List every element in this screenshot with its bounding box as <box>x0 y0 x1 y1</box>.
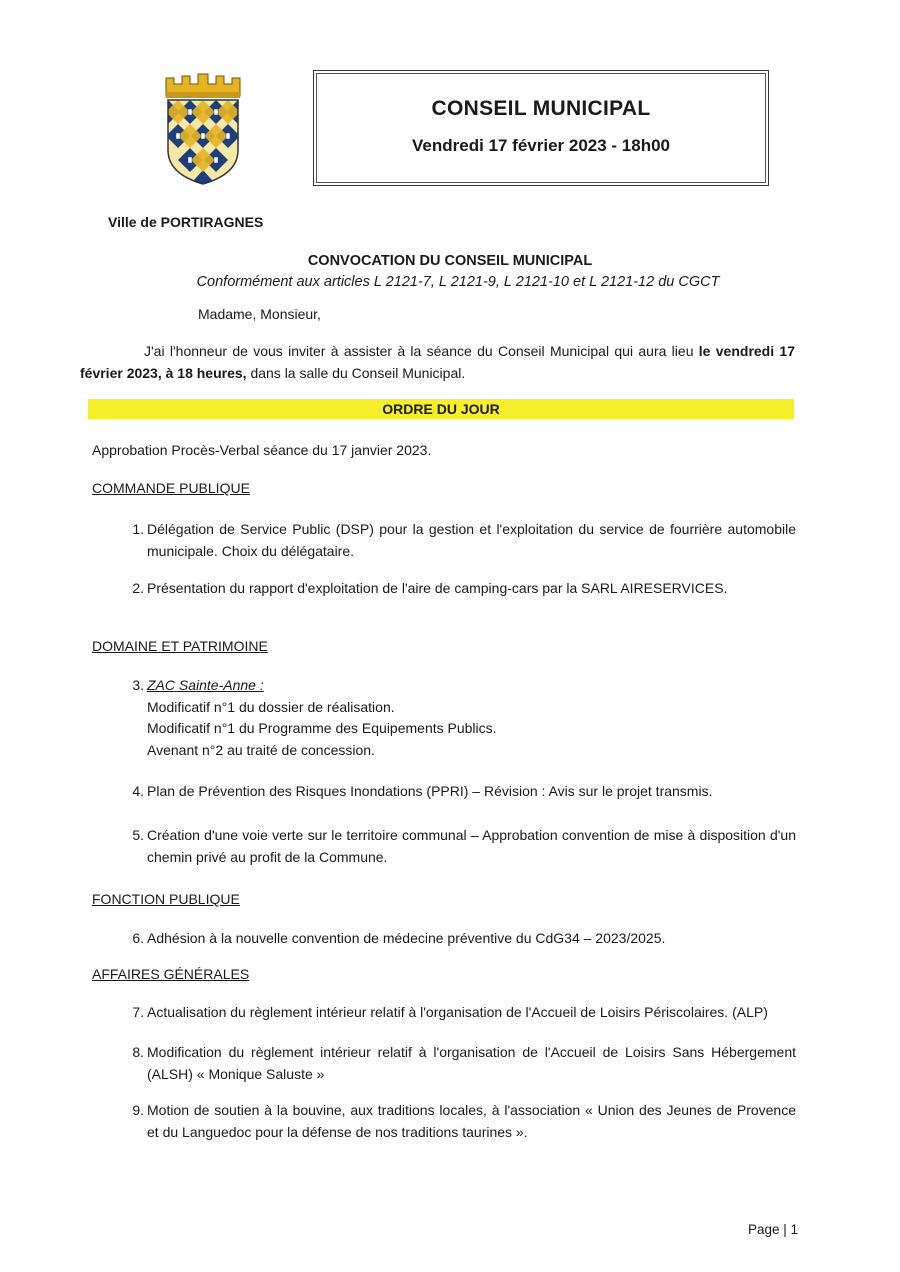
section-commande-publique: COMMANDE PUBLIQUE <box>92 480 250 496</box>
section-domaine-patrimoine: DOMAINE ET PATRIMOINE <box>92 638 268 654</box>
agenda-item-9 <box>124 1100 796 1143</box>
agenda-item-1 <box>124 519 796 562</box>
convocation-title: CONVOCATION DU CONSEIL MUNICIPAL <box>307 253 593 269</box>
section-affaires-generales: AFFAIRES GÉNÉRALES <box>92 966 250 982</box>
item-number: 9. <box>132 1102 144 1118</box>
item-text: Plan de Prévention des Risques Inondations (PPRI) – Révision : Avis sur le projet transmis. <box>147 783 713 799</box>
city-name: Ville de PORTIRAGNES <box>108 214 264 230</box>
item-subline: Modificatif n°1 du dossier de réalisation. <box>147 698 395 715</box>
agenda-item-8 <box>124 1042 796 1085</box>
meeting-date: Vendredi 17 février 2023 - 18h00 <box>412 136 670 155</box>
agenda-title: ORDRE DU JOUR <box>88 399 794 419</box>
item-heading: ZAC Sainte-Anne : <box>147 677 264 693</box>
agenda-item-6 <box>124 928 796 950</box>
item-text: Motion de soutien à la bouvine, aux traditions locales, à l'association « Union des Jeunes de Provence et du Languedoc pour la défense de nos traditions taurines ». <box>147 1102 796 1140</box>
item-number: 6. <box>132 930 144 946</box>
item-number: 1. <box>132 521 144 537</box>
agenda-item-7 <box>124 1002 796 1024</box>
item-number: 4. <box>132 783 144 799</box>
intro-text-end: dans la salle du Conseil Municipal. <box>246 364 466 381</box>
approval-line: Approbation Procès-Verbal séance du 17 janvier 2023. <box>92 442 432 458</box>
item-text: Création d'une voie verte sur le territoire communal – Approbation convention de mise à disposition d'un chemin privé au profit de la Commune. <box>147 827 796 865</box>
item-number: 3. <box>132 677 144 693</box>
item-text: Délégation de Service Public (DSP) pour la gestion et l'exploitation du service de fourrière automobile municipale. Choix du délégataire. <box>147 521 796 559</box>
agenda-item-3 <box>124 675 796 762</box>
item-text: Présentation du rapport d'exploitation de l'aire de camping-cars par la SARL AIRESERVICES. <box>147 580 728 596</box>
header-box <box>313 70 769 186</box>
page-number: Page | 1 <box>748 1222 799 1237</box>
item-subline: Avenant n°2 au traité de concession. <box>147 742 375 759</box>
convocation-subtitle: Conformément aux articles L 2121-7, L 2121-9, L 2121-10 et L 2121-12 du CGCT <box>196 274 720 290</box>
item-number: 5. <box>132 827 144 843</box>
agenda-item-2 <box>124 578 796 600</box>
item-number: 2. <box>132 580 144 596</box>
item-text: Modification du règlement intérieur relatif à l'organisation de l'Accueil de Loisirs Sans Hébergement (ALSH) « Monique Saluste » <box>147 1044 796 1082</box>
document-title: CONSEIL MUNICIPAL <box>431 97 651 120</box>
intro-text-start: J'ai l'honneur de vous inviter à assister à la séance du Conseil Municipal qui aura lieu <box>144 343 699 359</box>
greeting: Madame, Monsieur, <box>198 306 321 322</box>
item-number: 8. <box>132 1044 144 1060</box>
section-fonction-publique: FONCTION PUBLIQUE <box>92 891 240 907</box>
agenda-item-5 <box>124 825 796 868</box>
agenda-item-4 <box>124 781 796 803</box>
item-text: Adhésion à la nouvelle convention de médecine préventive du CdG34 – 2023/2025. <box>147 930 666 946</box>
item-subline: Modificatif n°1 du Programme des Equipements Publics. <box>147 720 497 737</box>
item-text <box>147 675 796 762</box>
item-text: Actualisation du règlement intérieur relatif à l'organisation de l'Accueil de Loisirs Périscolaires. (ALP) <box>147 1004 768 1020</box>
coat-of-arms-icon <box>160 70 246 190</box>
intro-text-date: le vendredi 17 février 2023, à 18 heures, <box>80 343 795 381</box>
item-number: 7. <box>132 1004 144 1020</box>
intro-paragraph <box>80 341 795 384</box>
